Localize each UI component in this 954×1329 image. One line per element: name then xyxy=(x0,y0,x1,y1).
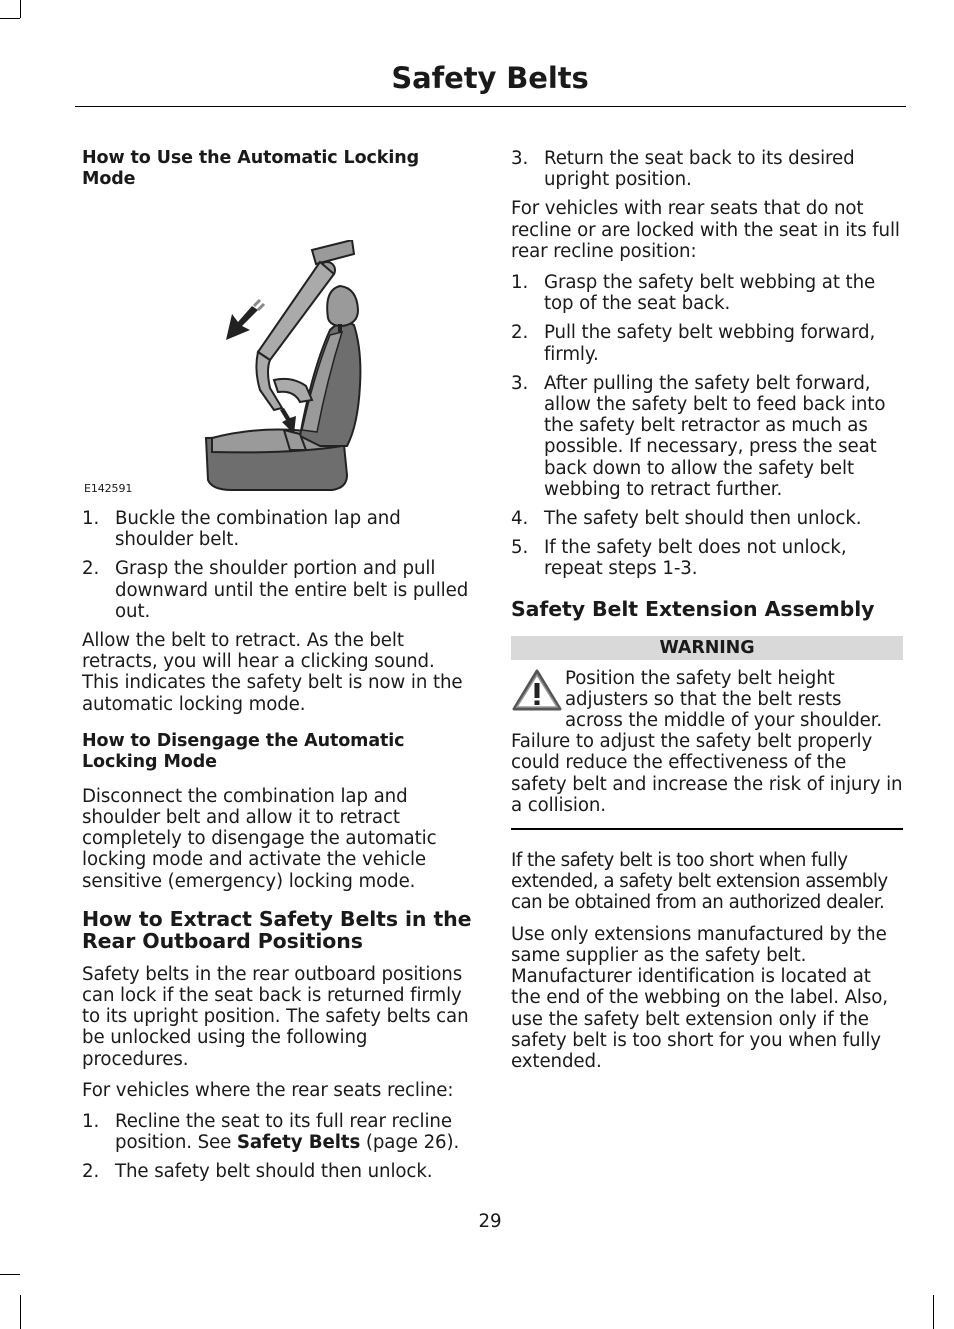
step-text: Pull the safety belt webbing forward, firmly. xyxy=(544,322,876,365)
step-number: 1. xyxy=(511,272,529,294)
rear-outboard-paragraph: Safety belts in the rear outboard positions can lock if the seat back is returned firmly to its upright position. The safety belts can be unlocked using the following procedures. xyxy=(82,963,469,1070)
crop-mark-bottom-left-h xyxy=(0,1274,20,1275)
heading-automatic-locking: How to Use the Automatic Locking Mode xyxy=(82,148,420,189)
heading-disengage: How to Disengage the Automatic Locking Mode xyxy=(82,730,405,772)
title-rule xyxy=(75,106,906,107)
step-text: The safety belt should then unlock. xyxy=(544,508,862,530)
step-number: 5. xyxy=(511,537,529,559)
step-number: 2. xyxy=(82,1161,100,1183)
step-text: Return the seat back to its desired upright position. xyxy=(544,148,855,191)
crop-mark-top-left xyxy=(20,0,21,18)
list-item xyxy=(82,508,474,550)
disengage-paragraph: Disconnect the combination lap and shoulder belt and allow it to retract completely to disengage the automatic locking mode and activate the vehicle sensitive (emergency) locking mode. xyxy=(82,785,437,892)
list-item xyxy=(511,272,903,314)
page-number: 29 xyxy=(478,1211,502,1232)
seat-belt-figure xyxy=(82,186,474,498)
step-number: 2. xyxy=(511,322,529,344)
extension-paragraph-2: Use only extensions manufactured by the same supplier as the safety belt. Manufacturer identification is located at the end of the webbing on the label. Also, use the safety belt extension only if the safety belt is too short for you when fully extended. xyxy=(511,923,888,1072)
recline-intro: For vehicles where the rear seats recline: xyxy=(82,1079,454,1101)
step-number: 3. xyxy=(511,148,529,169)
step-number: 3. xyxy=(511,372,529,394)
recline-steps-continued xyxy=(511,148,903,190)
list-item xyxy=(82,1111,474,1153)
step-text: Buckle the combination lap and shoulder belt. xyxy=(115,508,401,551)
list-item xyxy=(511,537,903,579)
page-reference: (page 26). xyxy=(360,1132,460,1154)
heading-extract-rear: How to Extract Safety Belts in the Rear Outboard Positions xyxy=(82,906,472,953)
retract-paragraph: Allow the belt to retract. As the belt retracts, you will hear a clicking sound. This indicates the safety belt is now in the automatic locking mode. xyxy=(82,630,463,715)
warning-triangle-icon xyxy=(511,668,563,712)
recline-steps xyxy=(82,1111,474,1183)
step-number: 1. xyxy=(82,508,100,529)
heading-extension-assembly: Safety Belt Extension Assembly xyxy=(511,596,875,621)
list-item xyxy=(511,508,903,529)
right-column xyxy=(511,148,903,1082)
step-text: Grasp the safety belt webbing at the top of the seat back. xyxy=(544,272,876,315)
step-text: If the safety belt does not unlock, repeat steps 1-3. xyxy=(544,537,847,580)
crop-mark-top-left-h xyxy=(0,18,20,19)
figure-id: E142591 xyxy=(84,482,133,495)
seat-belt-illustration xyxy=(202,240,432,495)
automatic-locking-steps xyxy=(82,508,474,622)
list-item xyxy=(511,148,903,190)
step-number: 1. xyxy=(82,1111,100,1133)
warning-box xyxy=(511,668,903,830)
step-text: The safety belt should then unlock. xyxy=(115,1161,433,1183)
step-text: After pulling the safety belt forward, allow the safety belt to feed back into the safety belt retractor as much as possible. If necessary, press the seat back down to allow the safety belt webbing to retract further. xyxy=(544,372,886,500)
crop-mark-bottom-right xyxy=(933,1295,934,1329)
safety-belts-link[interactable]: Safety Belts xyxy=(236,1132,361,1154)
norecline-intro: For vehicles with rear seats that do not recline or are locked with the seat in its full rear recline position: xyxy=(511,198,900,262)
list-item xyxy=(511,322,903,364)
crop-mark-bottom-left xyxy=(20,1295,21,1329)
step-text: Grasp the shoulder portion and pull downward until the entire belt is pulled out. xyxy=(115,558,469,622)
warning-banner: WARNING xyxy=(511,636,903,660)
extension-paragraph-1: If the safety belt is too short when fully extended, a safety belt extension assembly can be obtained from an authorized dealer. xyxy=(511,850,888,914)
left-column xyxy=(82,148,474,1191)
list-item xyxy=(82,1161,474,1182)
step-number: 4. xyxy=(511,508,529,530)
page-title: Safety Belts xyxy=(391,61,589,95)
list-item xyxy=(511,373,903,500)
step-number: 2. xyxy=(82,558,100,580)
norecline-steps xyxy=(511,272,903,580)
warning-text: Position the safety belt height adjusters so that the belt rests across the middle of your shoulder. Failure to adjust the safety belt properly could reduce the effectiveness of the safety belt and increase the risk of injury in a collision. xyxy=(511,667,903,816)
step-text: Recline the seat to its full rear recline position. See xyxy=(115,1111,452,1154)
list-item xyxy=(82,558,474,622)
